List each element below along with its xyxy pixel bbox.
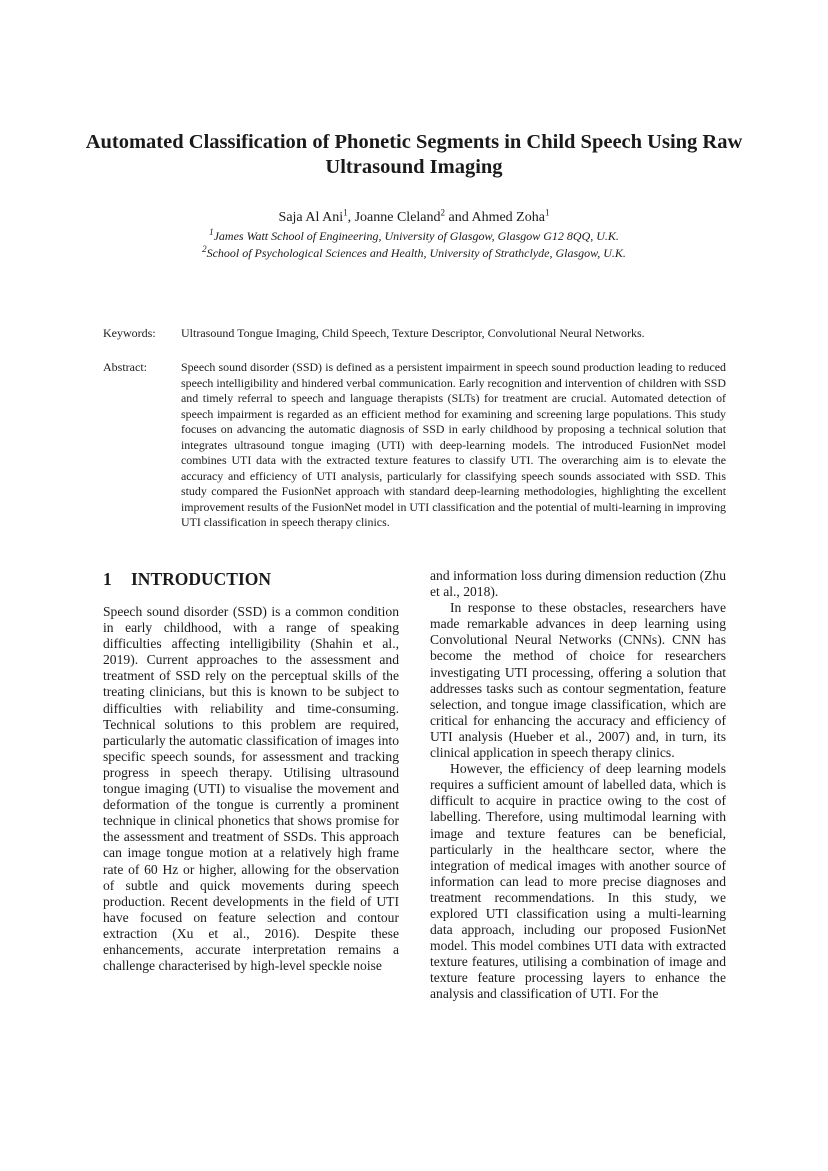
keywords-text: Ultrasound Tongue Imaging, Child Speech, Texture Descriptor, Convolutional Neural Networks.: [181, 326, 645, 340]
section-title: INTRODUCTION: [131, 569, 272, 589]
body-paragraph: and information loss during dimension reduction (Zhu et al., 2018).: [430, 568, 726, 600]
left-column: [103, 604, 399, 974]
affiliation-text: School of Psychological Sciences and Health, University of Strathclyde, Glasgow, U.K.: [206, 246, 626, 260]
keywords-label: Keywords:: [103, 326, 156, 340]
author-name: Saja Al Ani: [278, 210, 344, 225]
author-name: Ahmed Zoha: [471, 210, 545, 225]
affiliation: [60, 228, 768, 244]
author-separator: ,: [347, 210, 355, 225]
paper-title: Automated Classification of Phonetic Segments in Child Speech Using Raw Ultrasound Imaging: [85, 131, 743, 178]
section-number: 1: [103, 569, 112, 589]
affiliation-mark: 1: [209, 227, 214, 237]
body-paragraph: Speech sound disorder (SSD) is a common condition in early childhood, with a range of speaking difficulties affecting intelligibility (Shahin et al., 2019). Current approaches to the assessment and treatment of SSD rely on the perceptual skills of the treating clinicians, but this is known to be subject to difficulties with reliability and time-consuming. Technical solutions to this problem are required, particularly the automatic classification of images into specific speech sounds, for assessment and tracking progress in speech therapy. Utilising ultrasound tongue imaging (UTI) to visualise the movement and deformation of the tongue is currently a prominent technique in clinical phonetics that shows promise for the assessment and treatment of SSDs. This approach can image tongue motion at a relatively high frame rate of 60 Hz or higher, allowing for the observation of subtle and quick movements during speech production. Recent developments in the field of UTI have focused on feature selection and contour extraction (Xu et al., 2016). Despite these enhancements, accurate interpretation remains a challenge characterised by high-level speckle noise: [103, 604, 399, 974]
body-paragraph: However, the efficiency of deep learning models requires a sufficient amount of labelled data, which is difficult to acquire in practice owing to the cost of labelling. Therefore, using multimodal learning with image and texture features can be beneficial, particularly in the healthcare sector, where the integration of medical images with another source of information can lead to more precise diagnoses and treatment recommendations. In this study, we explored UTI classification using a multi-learning data approach, including our proposed FusionNet model. This model combines UTI data with extracted texture features, utilising a combination of image and texture feature processing layers to enhance the analysis and classification of UTI. For the: [430, 761, 726, 1002]
affiliation-text: James Watt School of Engineering, University of Glasgow, Glasgow G12 8QQ, U.K.: [213, 229, 619, 243]
author-list: [60, 209, 768, 227]
right-column: [430, 568, 726, 1003]
author-separator: and: [445, 210, 472, 225]
abstract-text: Speech sound disorder (SSD) is defined as a persistent impairment in speech sound production leading to reduced speech intelligibility and hindered verbal communication. Early recognition and intervention of children with SSD and timely referral to speech and language therapists (SLTs) for treatment are crucial. Automated detection of speech impairment is regarded as an efficient method for examining and screening large populations. This study focuses on advancing the automatic diagnosis of SSD in early childhood by proposing a technical solution that integrates ultrasound tongue imaging (UTI) with deep-learning models. The introduced FusionNet model combines UTI data with the extracted texture features to classify UTI. The overarching aim is to elevate the accuracy and efficiency of UTI analysis, particularly for classifying speech sounds associated with SSD. This study compared the FusionNet approach with standard deep-learning methodologies, highlighting the excellent improvement results of the FusionNet model in UTI classification and the potential of multi-learning in improving UTI classification in speech therapy clinics.: [181, 360, 726, 530]
affiliation-mark: 2: [202, 244, 207, 254]
author-name: Joanne Cleland: [354, 210, 441, 225]
body-paragraph: In response to these obstacles, researchers have made remarkable advances in deep learning using Convolutional Neural Networks (CNNs). CNN has become the method of choice for researchers investigating UTI processing, offering a solution that addresses tasks such as contour segmentation, feature selection, and tongue image classification, which are critical for enhancing the accuracy and efficiency of UTI analysis (Hueber et al., 2007) and, in turn, its clinical application in speech therapy clinics.: [430, 600, 726, 761]
section-heading: [103, 568, 271, 590]
author-affiliation-mark: 1: [544, 207, 550, 218]
affiliation: [60, 245, 768, 261]
abstract-label: Abstract:: [103, 360, 147, 374]
author-affiliation-mark: 2: [440, 207, 446, 218]
author-affiliation-mark: 1: [343, 207, 348, 218]
